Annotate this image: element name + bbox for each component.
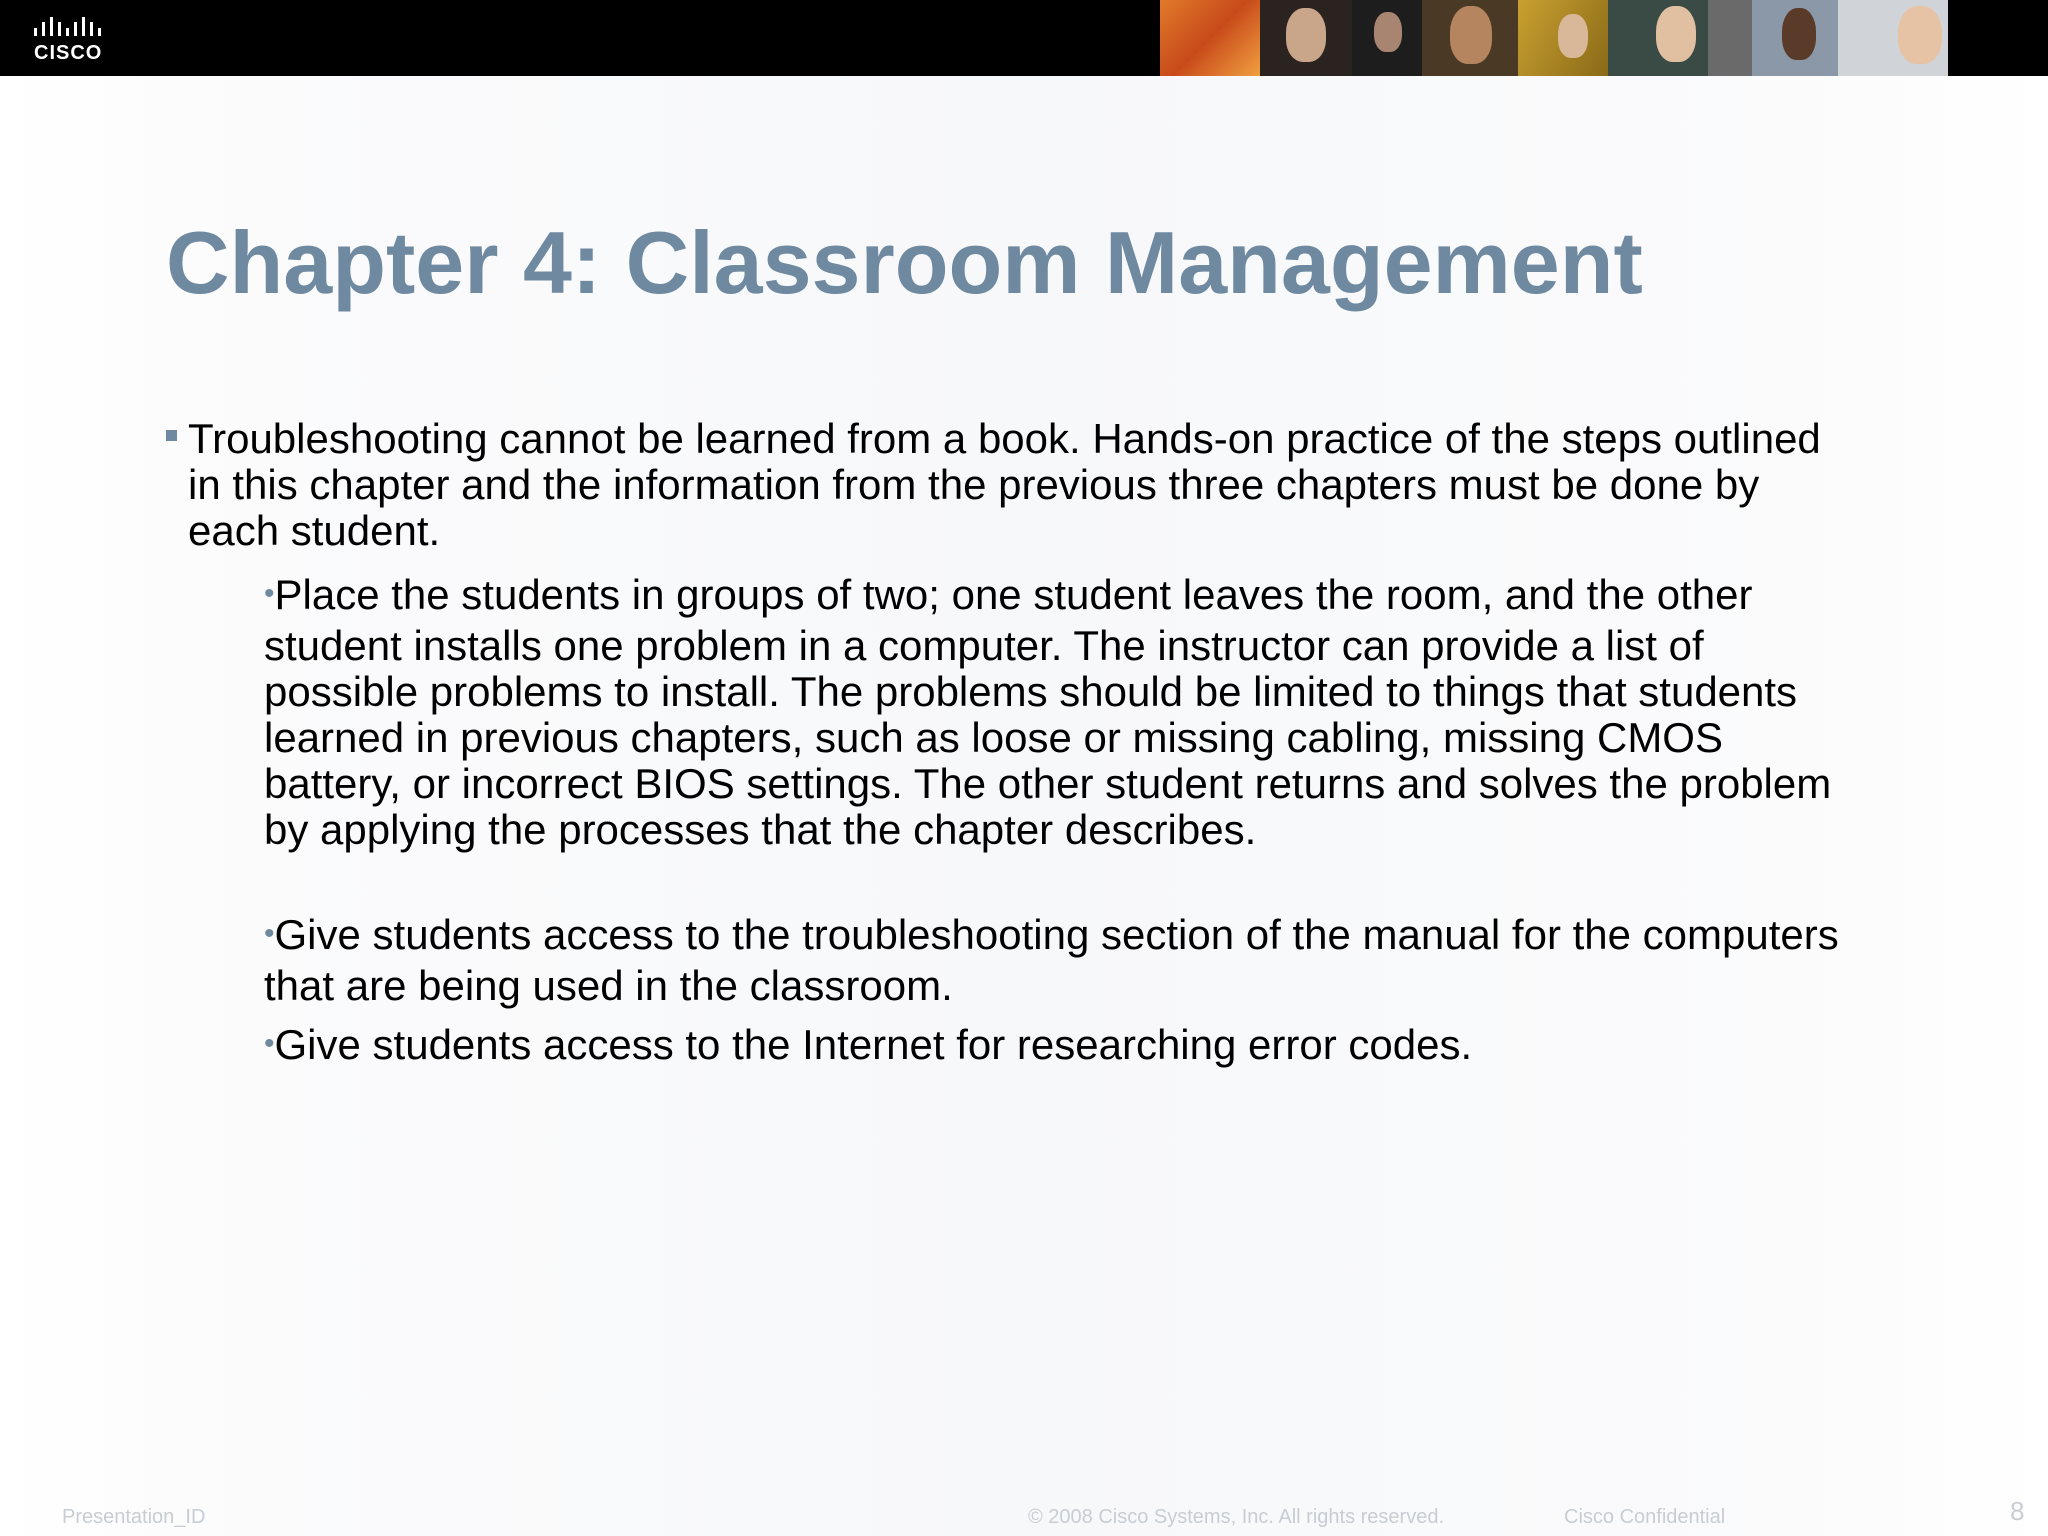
cisco-logo-text: CISCO xyxy=(34,42,103,64)
bullet-main: Troubleshooting cannot be learned from a book. Hands-on practice of the steps outlined in this chapter and the information from the previous three chapters must be done by each student. xyxy=(188,415,1821,554)
subbullet-marker: • xyxy=(264,1027,275,1060)
footer-confidential: Cisco Confidential xyxy=(1564,1506,1726,1528)
photo-tile xyxy=(1160,0,1260,76)
subbullet xyxy=(264,912,1844,1009)
subbullet-text: Place the students in groups of two; one student leaves the room, and the other student installs one problem in a computer. The instructor can provide a list of possible problems to install. The problems should be limited to things that students learned in previous chapters, such as loose or missing cabling, missing CMOS battery, or incorrect BIOS settings. The other student returns and solves the problem by applying the processes that the chapter describes. xyxy=(264,571,1832,853)
page-number: 8 xyxy=(2010,1496,2025,1526)
photo-tile xyxy=(1260,0,1352,76)
subbullet-text: Give students access to the troubleshooting section of the manual for the computers that are being used in the classroom. xyxy=(264,911,1839,1009)
subbullet-marker: • xyxy=(264,917,275,950)
photo-tile xyxy=(1518,0,1608,76)
cisco-bars-icon xyxy=(32,16,112,40)
subbullet xyxy=(264,1022,1844,1073)
people-photo-strip-icon xyxy=(1160,0,2048,76)
footer-presentation-id: Presentation_ID xyxy=(62,1506,206,1528)
subbullet-text: Give students access to the Internet for researching error codes. xyxy=(274,1021,1473,1068)
subbullet-marker: • xyxy=(264,577,275,610)
photo-tile xyxy=(1608,0,1708,76)
header-bar xyxy=(0,0,2048,76)
footer-copyright: © 2008 Cisco Systems, Inc. All rights reserved. xyxy=(1028,1506,1445,1528)
cisco-logo xyxy=(32,12,122,64)
photo-tile xyxy=(1352,0,1422,76)
photo-tile xyxy=(1708,0,1752,76)
photo-tile xyxy=(1422,0,1518,76)
photo-tile xyxy=(1838,0,1948,76)
slide-title: Chapter 4: Classroom Management xyxy=(166,213,1643,312)
bullet-marker xyxy=(166,430,177,441)
photo-tile xyxy=(1752,0,1838,76)
subbullet xyxy=(264,572,1844,853)
